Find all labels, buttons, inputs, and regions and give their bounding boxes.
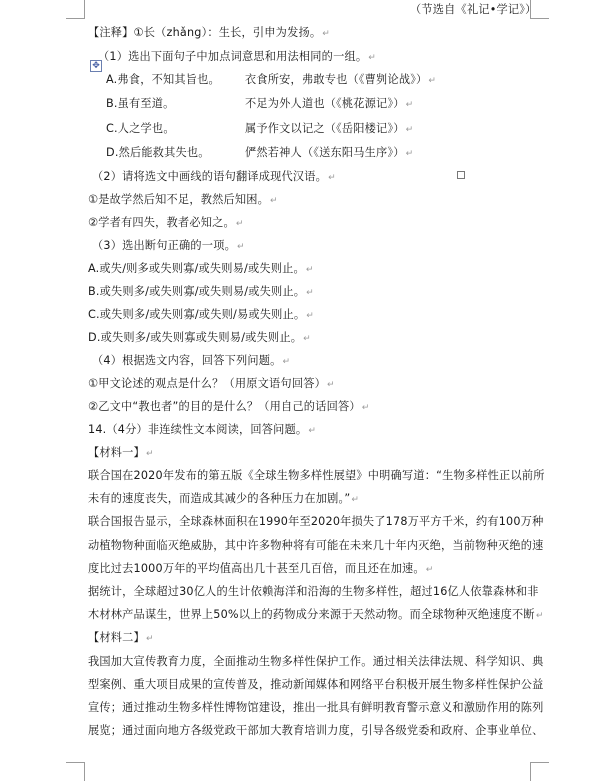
material-2-heading: 【材料二】↵ [88, 631, 154, 644]
source-note: （节选自《礼记•学记》） [410, 3, 537, 16]
material-1-line-5: 度比过去1000万年的平均值高出几十甚至几百倍，而且还在加速。↵ [88, 562, 434, 575]
material-2-line-4: 展览；通过面向地方各级党政干部加大教育培训力度，引导各级党委和政府、企事业单位、 [88, 724, 544, 737]
material-2-line-3: 宣传；通过推动生物多样性博物馆建设，推出一批具有鲜明教育警示意义和激励作用的陈列 [88, 701, 544, 714]
option-c-left: C.人之学也。 [106, 122, 175, 135]
material-1-line-1: 联合国在2020年发布的第五版《全球生物多样性展望》中明确写道：“生物多样性正以前所 [88, 469, 545, 482]
option-b-left: B.虽有至道。 [106, 97, 175, 110]
annotation-note: 【注释】①长（zhǎng）：生长，引申为发扬。↵ [88, 26, 330, 39]
crop-mark-top-left [66, 0, 85, 19]
material-1-line-2: 未有的速度丧失，而造成其减少的各种压力在加剧。”↵ [88, 492, 360, 505]
table-move-handle-icon[interactable]: ✥ [90, 60, 102, 72]
question-3-option-b: B.或失则多/或失则寡/或失则易/或失则止。↵ [88, 285, 314, 298]
question-2-item-1: ①是故学然后知不足，教然后知困。↵ [88, 193, 278, 206]
material-1-line-4: 动植物物种面临灭绝威胁，其中许多物种将有可能在未来几十年内灭绝，当前物种灭绝的速 [88, 539, 544, 552]
question-3-option-a: A.或失/则多或失则寡/或失则易/或失则止。↵ [88, 262, 314, 275]
option-d-right: 俨然若神人（《送东阳马生序》）↵ [245, 146, 414, 159]
material-2-line-2: 型案例、重大项目成果的宣传普及，推动新闻媒体和网络平台积极开展生物多样性保护公益 [88, 678, 544, 691]
question-3-option-c: C.或失则多/或失则寡/或失则/易或失则止。↵ [88, 308, 315, 321]
question-1-stem: （1）选出下面句子中加点词意思和用法相同的一组。↵ [98, 50, 376, 63]
question-2-item-2: ②学者有四失，教者必知之。↵ [88, 216, 244, 229]
crop-mark-bottom-left [66, 762, 85, 781]
option-c-right: 属予作文以记之（《岳阳楼记》）↵ [245, 122, 414, 135]
crop-mark-bottom-right [530, 762, 549, 781]
material-1-line-6: 据统计，全球超过30亿人的生计依赖海洋和沿海的生物多样性，超过16亿人依靠森林和非 [88, 585, 539, 598]
material-1-line-3: 联合国报告显示，全球森林面积在1990年至2020年损失了178万平方千米，约有100万种 [88, 515, 544, 528]
material-1-line-7: 木材林产品谋生，世界上50%以上的药物成分来源于天然动物。而全球物种灭绝速度不断↵ [88, 608, 544, 621]
material-1-heading: 【材料一】↵ [88, 446, 154, 459]
option-b-right: 不足为外人道也（《桃花源记》）↵ [245, 97, 414, 110]
question-14-stem: 14.（4分）非连续性文本阅读，回答问题。↵ [88, 423, 317, 436]
option-d-left: D.然后能救其失也。 [106, 146, 210, 159]
question-4-stem: （4）根据选文内容，回答下列问题。↵ [92, 354, 291, 367]
question-4-item-2: ②乙文中“教也者”的目的是什么？（用自己的话回答）↵ [88, 400, 370, 413]
question-3-option-d: D.或失则多/或失则寡或失则易/或失则止。↵ [88, 331, 311, 344]
table-resize-handle[interactable] [457, 171, 465, 179]
material-2-line-1: 我国加大宣传教育力度，全面推动生物多样性保护工作。通过相关法律法规、科学知识、典 [88, 655, 544, 668]
option-a-left: A.弗食，不知其旨也。 [106, 73, 220, 86]
option-a-right: 衣食所安，弗敢专也（《曹刿论战》）↵ [245, 73, 437, 86]
question-3-stem: （3）选出断句正确的一项。↵ [92, 239, 245, 252]
question-4-item-1: ①甲文论述的观点是什么？（用原文语句回答）↵ [88, 377, 335, 390]
question-2-stem: （2）请将选文中画线的语句翻译成现代汉语。↵ [92, 170, 336, 183]
